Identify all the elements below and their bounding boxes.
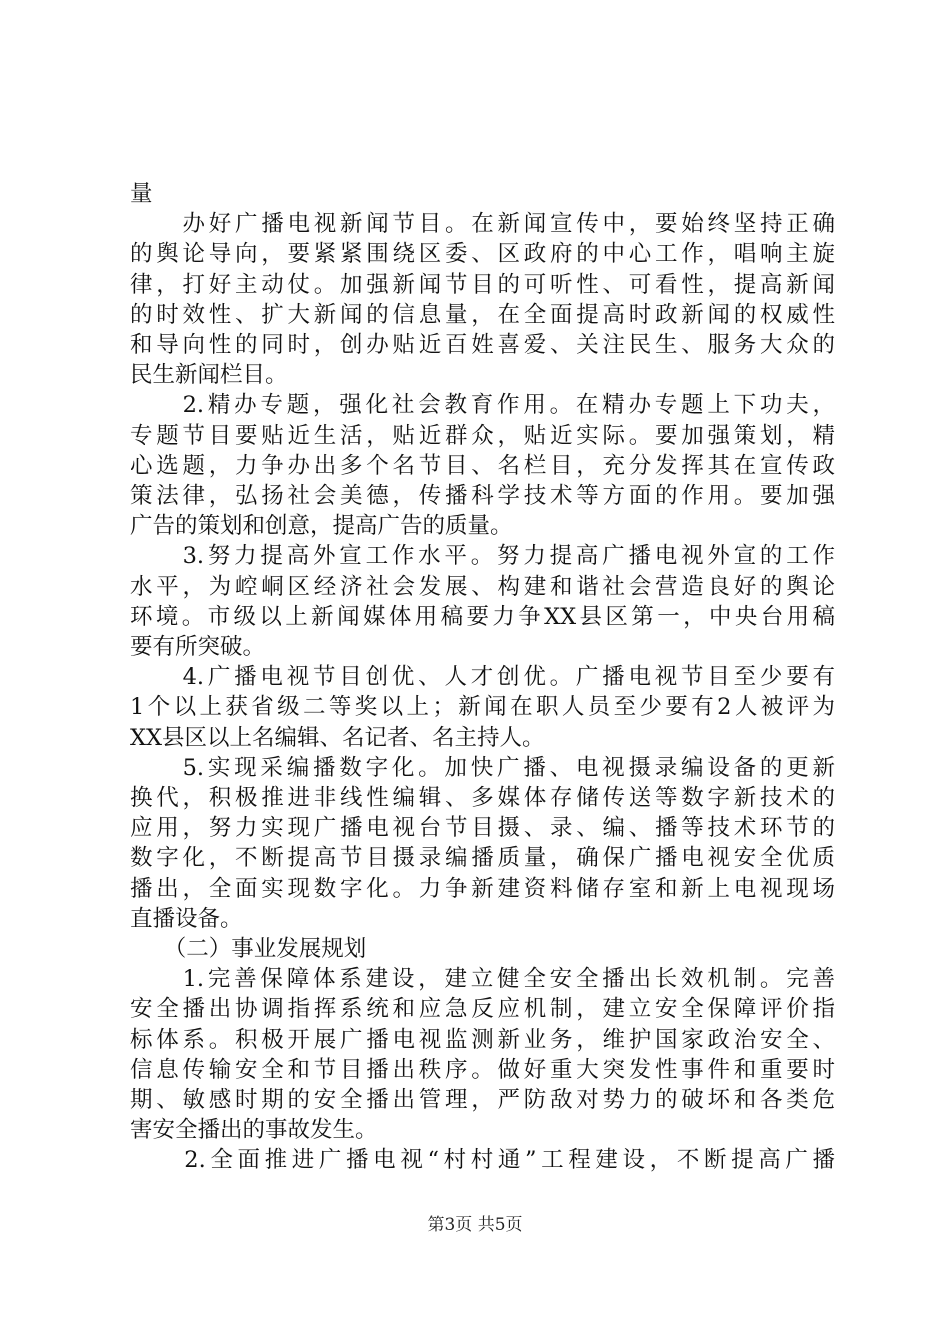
text-line-30: 信息传输安全和节目播出秩序。做好重大突发性事件和重要时 — [130, 1056, 835, 1083]
text-line-33: 2.全面推进广播电视“村村通”工程建设，不断提高广播 — [130, 1147, 835, 1174]
text-line-17: 4.广播电视节目创优、人才创优。广播电视节目至少要有 — [130, 664, 835, 691]
text-line-14: 水平，为崆峒区经济社会发展、构建和谐社会营造良好的舆论 — [130, 573, 835, 600]
text-line-9: 专题节目要贴近生活，贴近群众，贴近实际。要加强策划，精 — [130, 422, 835, 449]
text-line-21: 换代，积极推进非线性编辑、多媒体存储传送等数字新技术的 — [130, 785, 835, 811]
section-heading: （二）事业发展规划 — [130, 936, 367, 962]
text-line-16: 要有所突破。 — [130, 634, 266, 660]
text-line-10: 心选题，力争办出多个名节目、名栏目，充分发挥其在宣传政 — [130, 452, 835, 479]
text-line-20: 5.实现采编播数字化。加快广播、电视摄录编设备的更新 — [130, 754, 835, 781]
text-line-24: 播出，全面实现数字化。力争新建资料储存室和新上电视现场 — [130, 875, 835, 902]
text-line-13: 3.努力提高外宣工作水平。努力提高广播电视外宣的工作 — [130, 543, 835, 570]
text-line-25: 直播设备。 — [130, 905, 243, 932]
text-line-28: 安全播出协调指挥系统和应急反应机制，建立安全保障评价指 — [130, 996, 835, 1023]
text-line-18: 1个以上获省级二等奖以上；新闻在职人员至少要有2人被评为 — [130, 694, 835, 721]
text-line-29: 标体系。积极开展广播电视监测新业务，维护国家政治安全、 — [130, 1026, 835, 1053]
text-line-7: 民生新闻栏目。 — [130, 362, 288, 389]
text-line-8: 2.精办专题，强化社会教育作用。在精办专题上下功夫， — [130, 392, 835, 419]
text-line-23: 数字化，不断提高节目摄录编播质量，确保广播电视安全优质 — [130, 845, 835, 872]
text-line-27: 1.完善保障体系建设，建立健全安全播出长效机制。完善 — [130, 966, 835, 993]
text-line-6: 和导向性的同时，创办贴近百姓喜爱、关注民生、服务大众的 — [130, 332, 835, 358]
text-line-15: 环境。市级以上新闻媒体用稿要力争XX县区第一，中央台用稿 — [130, 603, 835, 630]
text-line-19: XX县区以上名编辑、名记者、名主持人。 — [130, 724, 545, 751]
text-line-32: 害安全播出的事故发生。 — [130, 1117, 378, 1144]
text-line-22: 应用，努力实现广播电视台节目摄、录、编、播等技术环节的 — [130, 815, 835, 842]
text-line-3: 的舆论导向，要紧紧围绕区委、区政府的中心工作，唱响主旋 — [130, 241, 835, 268]
text-line-2: 办好广播电视新闻节目。在新闻宣传中，要始终坚持正确 — [130, 211, 835, 238]
text-line-12: 广告的策划和创意，提高广告的质量。 — [130, 513, 513, 540]
text-line-4: 律，打好主动仗。加强新闻节目的可听性、可看性，提高新闻 — [130, 271, 835, 298]
page-footer: 第3页 共5页 — [427, 1215, 523, 1235]
text-line-31: 期、敏感时期的安全播出管理，严防敌对势力的破坏和各类危 — [130, 1087, 835, 1113]
text-line-1: 量 — [130, 181, 153, 207]
text-line-11: 策法律，弘扬社会美德，传播科学技术等方面的作用。要加强 — [130, 483, 835, 509]
text-line-5: 的时效性、扩大新闻的信息量，在全面提高时政新闻的权威性 — [130, 301, 835, 328]
